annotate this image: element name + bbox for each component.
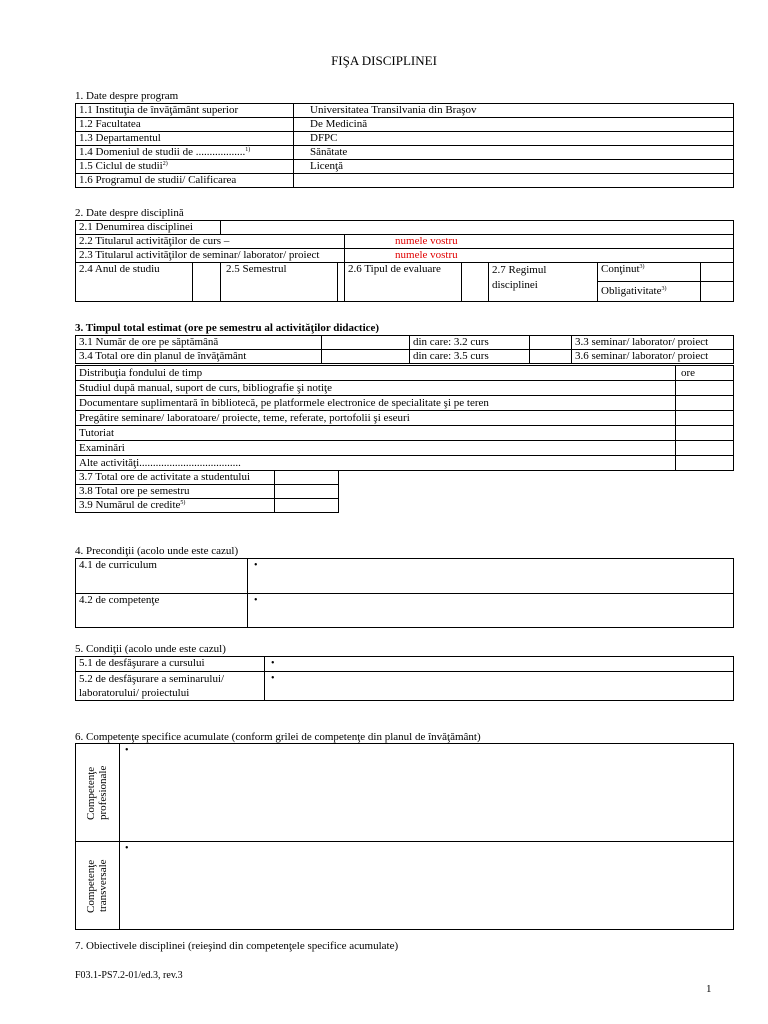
- value-cell: [530, 336, 572, 350]
- program-table: [75, 103, 734, 188]
- value-cell: Universitatea Transilvania din Braşov: [294, 104, 734, 118]
- course-holder-name: numele vostru: [345, 235, 734, 249]
- bullet: •: [254, 560, 258, 571]
- bullet: •: [254, 595, 258, 606]
- value-cell: DFPC: [294, 132, 734, 146]
- label-cell: 1.2 Facultatea: [76, 118, 294, 132]
- value-cell: [676, 396, 734, 411]
- section-7-heading: 7. Obiectivele disciplinei (reieşind din competenţele specifice acumulate): [75, 940, 399, 952]
- professional-competences-label: Competenţe profesionale: [84, 765, 109, 820]
- section-3-heading: 3. Timpul total estimat (ore pe semestru al activităţilor didactice): [75, 322, 380, 334]
- semester-value: [338, 263, 345, 302]
- value-cell: [294, 174, 734, 188]
- table-row: [76, 336, 734, 350]
- label-cell: din care: 3.2 curs: [410, 336, 530, 350]
- label-cell: 4.1 de curriculum: [76, 559, 248, 594]
- value-cell: [676, 381, 734, 396]
- obligativity-label: Obligativitate$^{3)}$: [598, 282, 701, 302]
- bullet: •: [125, 843, 129, 854]
- table-row: [76, 235, 734, 249]
- evaluation-label: 2.6 Tipul de evaluare: [345, 263, 462, 302]
- section-5-heading: 5. Condiţii (acolo unde este cazul): [75, 643, 226, 655]
- time-distribution-table: [75, 365, 734, 471]
- bullet: •: [271, 673, 275, 684]
- label-cell: Studiul după manual, suport de curs, bibliografie şi notiţe: [76, 381, 676, 396]
- competences-table: [75, 743, 734, 930]
- semester-label: 2.5 Semestrul: [221, 263, 338, 302]
- section-6-heading: 6. Competenţe specifice acumulate (conform grilei de competenţe din planul de învăţământ): [75, 731, 481, 743]
- label-cell: 1.4 Domeniul de studii de ..................$^{1)}$: [76, 146, 294, 160]
- regime-label: 2.7 Regimul disciplinei: [489, 263, 598, 302]
- label-cell: 3.3 seminar/ laborator/ proiect: [572, 336, 734, 350]
- value-cell: [221, 221, 734, 235]
- label-cell: 4.2 de competenţe: [76, 594, 248, 628]
- table-row: [76, 249, 734, 263]
- content-label: Conţinut$^{3)}$: [598, 263, 701, 282]
- value-cell: [676, 441, 734, 456]
- bullet: •: [271, 658, 275, 669]
- obligativity-value: [701, 282, 734, 302]
- transversal-label-cell: [76, 842, 120, 930]
- table-row: [76, 221, 734, 235]
- table-row: [76, 174, 734, 188]
- label-cell: 3.4 Total ore din planul de învăţământ: [76, 350, 322, 364]
- table-row: [76, 485, 339, 499]
- value-cell: [275, 499, 339, 513]
- label-cell: 3.9 Numărul de credite$^{5)}$: [76, 499, 275, 513]
- label-cell: 5.2 de desfăşurare a seminarului/ laboratorului/ proiectului: [76, 672, 265, 701]
- label-cell: 3.1 Număr de ore pe săptămână: [76, 336, 322, 350]
- label-cell: 5.1 de desfăşurare a cursului: [76, 657, 265, 672]
- label-cell: Pregătire seminare/ laboratoare/ proiecte, teme, referate, portofolii şi eseuri: [76, 411, 676, 426]
- preconditions-table: [75, 558, 734, 628]
- page-title: FIŞA DISCIPLINEI: [331, 53, 437, 68]
- table-row: [76, 146, 734, 160]
- time-table: [75, 335, 734, 364]
- table-row: [76, 160, 734, 174]
- table-row: [76, 657, 734, 672]
- value-cell: Sănătate: [294, 146, 734, 160]
- value-cell: [120, 744, 734, 842]
- year-label: 2.4 Anul de studiu: [76, 263, 193, 302]
- table-row: [76, 381, 734, 396]
- footer-code: F03.1-PS7.2-01/ed.3, rev.3: [75, 970, 183, 981]
- section-1-heading: 1. Date despre program: [75, 90, 179, 102]
- value-cell: [322, 350, 410, 364]
- table-row: [76, 132, 734, 146]
- table-row: [76, 456, 734, 471]
- value-cell: [120, 842, 734, 930]
- label-cell: Examinări: [76, 441, 676, 456]
- value-cell: [265, 672, 734, 701]
- value-cell: [265, 657, 734, 672]
- table-row: [76, 559, 734, 594]
- table-row: [76, 263, 734, 282]
- label-cell: din care: 3.5 curs: [410, 350, 530, 364]
- value-cell: [275, 485, 339, 499]
- content-value: [701, 263, 734, 282]
- value-cell: Licenţă: [294, 160, 734, 174]
- table-row: [76, 350, 734, 364]
- value-cell: [676, 411, 734, 426]
- table-row: [76, 594, 734, 628]
- table-row: [76, 471, 339, 485]
- table-row: [76, 104, 734, 118]
- section-4-heading: 4. Precondiţii (acolo unde este cazul): [75, 545, 239, 557]
- label-cell: 3.7 Total ore de activitate a studentului: [76, 471, 275, 485]
- section-2-heading: 2. Date despre disciplină: [75, 207, 184, 219]
- page-number: 1: [706, 983, 712, 995]
- value-cell: [248, 559, 734, 594]
- label-cell: 1.3 Departamentul: [76, 132, 294, 146]
- table-row: [76, 118, 734, 132]
- totals-table: [75, 470, 339, 513]
- evaluation-value: [462, 263, 489, 302]
- label-cell: 1.1 Instituţia de învăţământ superior: [76, 104, 294, 118]
- professional-label-cell: [76, 744, 120, 842]
- table-row: [76, 499, 339, 513]
- table-row: [76, 366, 734, 381]
- label-cell: 1.6 Programul de studii/ Calificarea: [76, 174, 294, 188]
- table-row: [76, 842, 734, 930]
- label-cell: Documentare suplimentară în bibliotecă, pe platformele electronice de specialitate şi pe teren: [76, 396, 676, 411]
- value-cell: [322, 336, 410, 350]
- value-cell: [530, 350, 572, 364]
- table-row: [76, 672, 734, 701]
- value-cell: [248, 594, 734, 628]
- label-cell: 3.6 seminar/ laborator/ proiect: [572, 350, 734, 364]
- label-cell: 1.5 Ciclul de studii$^{2)}$: [76, 160, 294, 174]
- bullet: •: [125, 745, 129, 756]
- table-row: [76, 744, 734, 842]
- table-row: [76, 411, 734, 426]
- value-cell: [676, 426, 734, 441]
- label-cell: 2.3 Titularul activităţilor de seminar/ laborator/ proiect: [76, 249, 345, 263]
- value-cell: [676, 456, 734, 471]
- table-row: [76, 441, 734, 456]
- label-cell: Alte activităţi.....................................: [76, 456, 676, 471]
- value-cell: De Medicină: [294, 118, 734, 132]
- table-row: [76, 396, 734, 411]
- label-cell: 2.2 Titularul activităţilor de curs –: [76, 235, 345, 249]
- value-cell: [275, 471, 339, 485]
- label-cell: Tutoriat: [76, 426, 676, 441]
- transversal-competences-label: Competenţe transversale: [84, 858, 109, 913]
- label-cell: 2.1 Denumirea disciplinei: [76, 221, 221, 235]
- label-cell: Distribuţia fondului de timp: [76, 366, 676, 381]
- table-row: [76, 426, 734, 441]
- year-value: [193, 263, 221, 302]
- conditions-table: [75, 656, 734, 701]
- seminar-holder-name: numele vostru: [345, 249, 734, 263]
- hours-header: ore: [676, 366, 734, 381]
- discipline-table: [75, 220, 734, 302]
- label-cell: 3.8 Total ore pe semestru: [76, 485, 275, 499]
